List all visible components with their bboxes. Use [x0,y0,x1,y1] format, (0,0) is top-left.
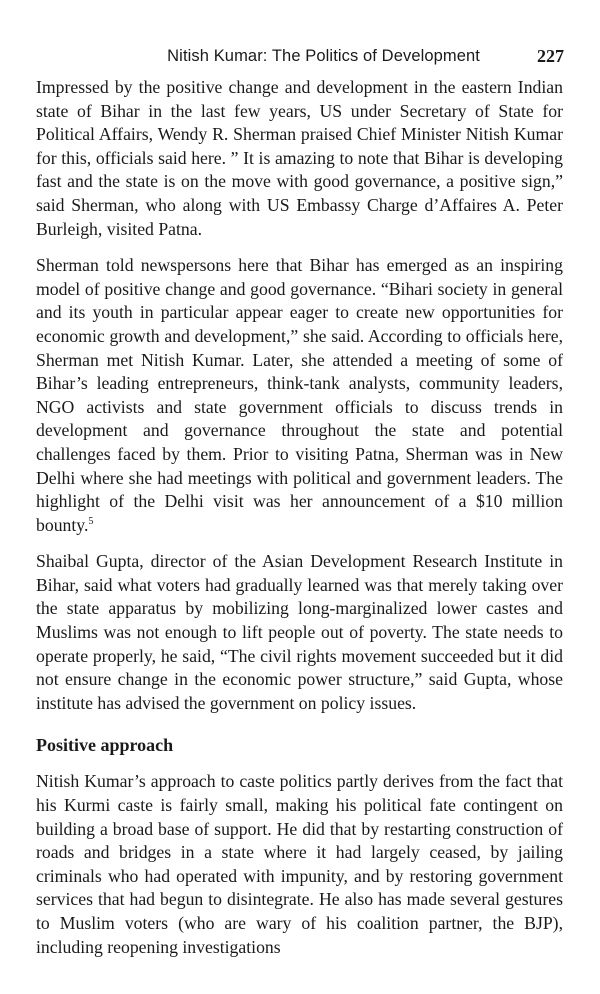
running-title: Nitish Kumar: The Politics of Development [167,47,480,65]
paragraph-sherman-praise: Impressed by the positive change and development in the eastern Indian state of Bihar in the last few years, US under Secretary of State for Political Affairs, Wendy R. Sherman praised Chief Minister Nitish Kumar for this, officials said here. ” It is amazing to note that Bihar is developing fast and the state is on the move with good governance, a positive sign,” said Sherman, who along with US Embassy Charge d’Affaires A. Peter Burleigh, visited Patna. [36,77,563,239]
paragraph-caste-politics: Nitish Kumar’s approach to caste politics partly derives from the fact that his Kurmi caste is fairly small, making his political fate contingent on building a broad base of support. He did that by restarting construction of roads and bridges in a state where it had largely ceased, by jailing criminals who had operated with impunity, and by restoring government services that had begun to disintegrate. He also has made several gestures to Muslim voters (who are wary of his coalition partner, the BJP), including reopening investigations [36,771,563,957]
running-header [36,44,564,68]
paragraph-text: Sherman told newspersons here that Bihar has emerged as an inspiring model of positive change and good governance. “Bihari society in general and its youth in particular appear eager to create new opportunities for economic growth and development,” she said. According to officials here, Sherman met Nitish Kumar. Later, she attended a meeting of some of Bihar’s leading entrepreneurs, think-tank analysts, community leaders, NGO activists and state government officials to discuss trends in development and governance throughout the state and potential challenges faced by them. Prior to visiting Patna, Sherman was in New Delhi where she had meetings with political and government leaders. The highlight of the Delhi visit was her announcement of a $10 million bounty. [36,255,563,535]
section-heading: Positive approach [36,735,174,756]
paragraph-shaibal-gupta: Shaibal Gupta, director of the Asian Development Research Institute in Bihar, said what voters had gradually learned was that merely taking over the state apparatus by mobilizing long-marginalized lower castes and Muslims was not enough to lift people out of poverty. The state needs to operate properly, he said, “The civil rights movement succeeded but it did not ensure change in the economic power structure,” said Gupta, whose institute has advised the government on policy issues. [36,551,563,713]
body-text [36,76,563,972]
footnote-marker: 5 [88,515,94,527]
paragraph-sherman-newspersons [36,254,563,537]
page-number: 227 [537,46,564,66]
